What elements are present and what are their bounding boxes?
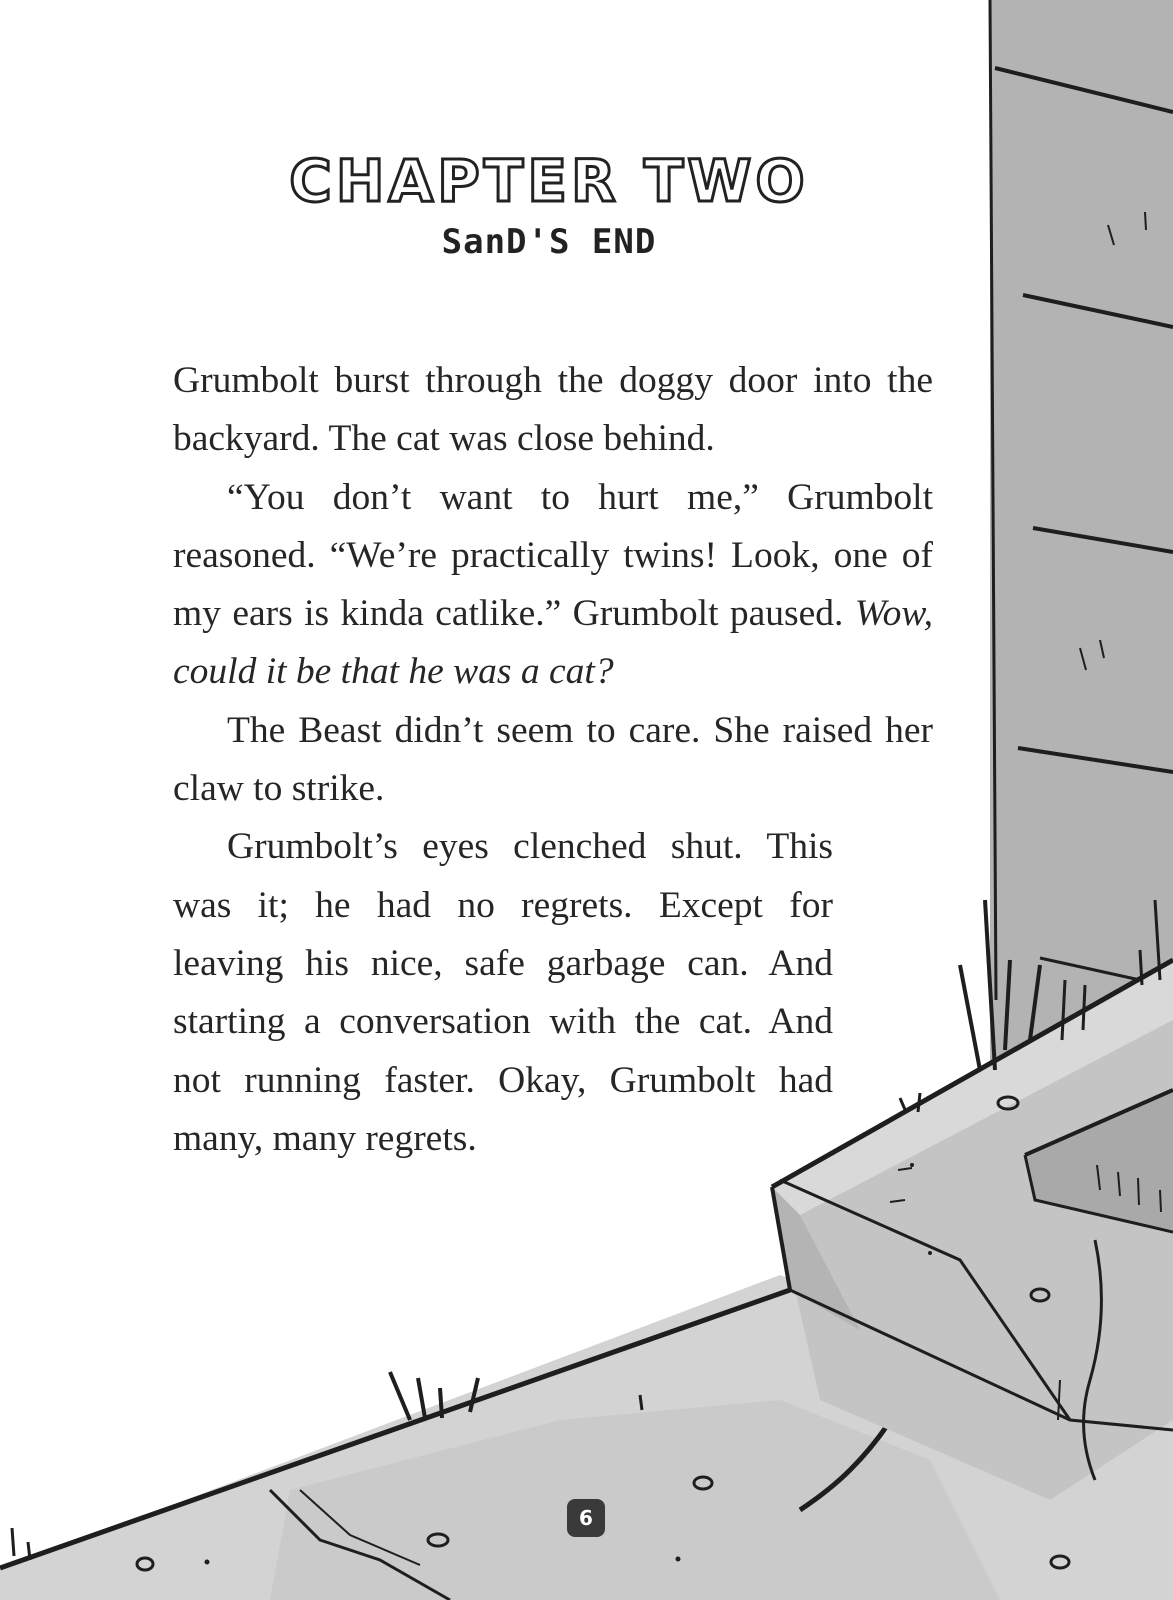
paragraph-2-italic: Wow, could it be that he was a cat? — [173, 593, 934, 693]
paragraph-1: Grumbolt burst through the doggy door into the backyard. The cat was close behind. — [173, 360, 933, 460]
paragraph-3: The Beast didn’t seem to care. She raised her claw to strike. — [173, 709, 933, 810]
page-number: 6 — [567, 1499, 605, 1537]
chapter-heading — [170, 147, 928, 262]
chapter-title: CHAPTER TWO — [289, 147, 809, 215]
paragraph-4: Grumbolt’s eyes clenched shut. This was it; he had no regrets. Except for leaving his nice, safe garbage can. And starting a conversation with the cat. And not running faster. Okay, Grumbolt had many, many regrets. — [173, 826, 833, 1159]
paragraph-2-text: “You don’t want to hurt me,” Grumbolt reasoned. “We’re practically twins! Look, one of my ears is kinda catlike.” Grumbolt paused. — [173, 476, 933, 635]
chapter-subtitle: SanD'S END — [441, 221, 657, 262]
paragraph-2 — [173, 469, 933, 702]
story-text — [173, 352, 933, 1168]
